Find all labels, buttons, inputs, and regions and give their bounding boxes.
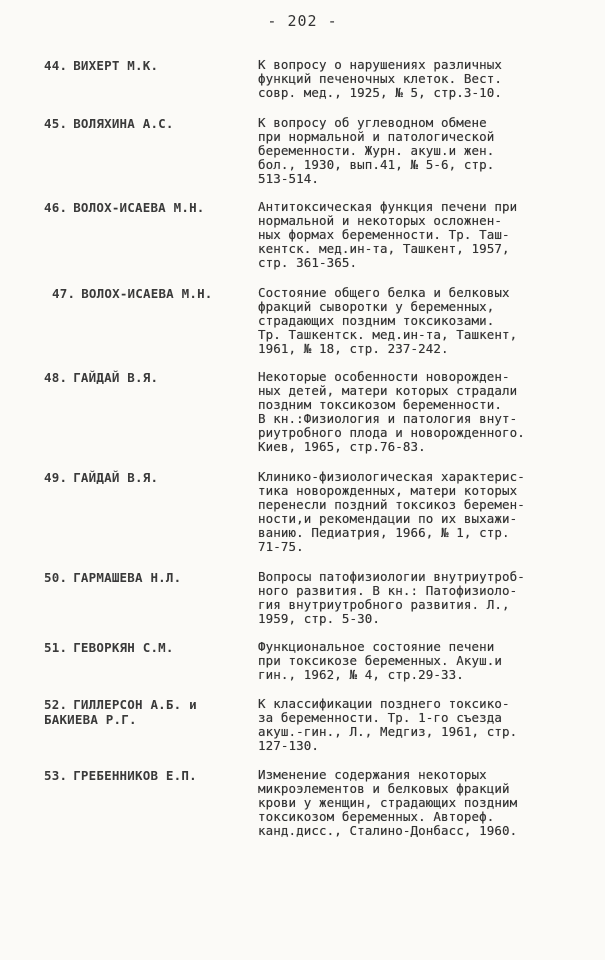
entry-author-block [44,200,244,215]
entry-citation: Вопросы патофизиологии внутриутроб- ного развития. В кн.: Патофизиоло- гия внутриутробного развития. Л., 1959, стр. 5-30. [258,569,525,626]
entry-author-block [52,286,252,301]
entry-author-block [44,58,244,73]
entry-author-block [44,116,244,131]
entry-author: ГАРМАШЕВА Н.Л. [73,570,182,585]
entry-number: 49. [44,470,68,485]
entry-citation: Антитоксическая функция печени при нормальной и некоторых осложнен- ных формах беременности. Тр. Таш- кентск. мед.ин-та, Ташкент, 1957, стр. 361-365. [258,199,518,270]
entry-number: 50. [44,570,68,585]
entry-author: ГАЙДАЙ В.Я. [73,470,159,485]
entry-citation: Состояние общего белка и белковых фракций сыворотки у беременных, страдающих поздним токсикозами. Тр. Ташкентск. мед.ин-та, Ташкент, 1961, № 18, стр. 237-242. [258,285,518,356]
entry-author: ГИЛЛЕРСОН А.Б. и БАКИЕВА Р.Г. [44,697,197,727]
entry-author-block [44,370,244,385]
entry-number: 51. [44,640,68,655]
entry-author-block [44,640,244,655]
entry-author: ВОЛЯХИНА А.С. [73,116,174,131]
entry-author: ГЕВОРКЯН С.М. [73,640,174,655]
entry-author-block [44,470,244,485]
entry-citation: К вопросу об углеводном обмене при нормальной и патологической беременности. Журн. акуш.и жен. бол., 1930, вып.41, № 5-6, стр. 513-514. [258,115,495,186]
entry-citation: К классификации позднего токсико- за беременности. Тр. 1-го съезда акуш.-гин., Л., Медгиз, 1961, стр. 127-130. [258,696,518,753]
entry-author: ГРЕБЕННИКОВ Е.П. [73,768,197,783]
entry-citation: Изменение содержания некоторых микроэлементов и белковых фракций крови у женщин, страдающих поздним токсикозом беременных. Автореф. канд.дисс., Сталино-Донбасс, 1960. [258,767,518,838]
entry-citation: Некоторые особенности новорожден- ных детей, матери которых страдали поздним токсикозом беременности. В кн.:Физиология и патология внут- риутробного плода и новорожденного. Киев, 1965, стр.76-83. [258,369,525,454]
entry-number: 45. [44,116,68,131]
entry-citation: Клинико-физиологическая характерис- тика новорожденных, матери которых перенесли поздний токсикоз беремен- ности,и рекомендации по их выхажи- ванию. Педиатрия, 1966, № 1, стр. 71-75. [258,469,525,554]
page-number: - 202 - [267,12,338,30]
entry-author: ВОЛОХ-ИСАЕВА М.Н. [73,200,205,215]
entry-number: 48. [44,370,68,385]
entry-citation: Функциональное состояние печени при токсикозе беременных. Акуш.и гин., 1962, № 4, стр.29-33. [258,639,503,682]
entry-author: ВОЛОХ-ИСАЕВА М.Н. [81,286,213,301]
entry-number: 44. [44,58,68,73]
entry-number: 52. [44,697,68,712]
entry-author-block [44,570,244,585]
entry-author-block [44,697,244,727]
entry-author: ГАЙДАЙ В.Я. [73,370,159,385]
entry-number: 47. [52,286,76,301]
entry-author: ВИХЕРТ М.К. [73,58,159,73]
entry-number: 46. [44,200,68,215]
entry-author-block [44,768,244,783]
entry-number: 53. [44,768,68,783]
entry-citation: К вопросу о нарушениях различных функций печеночных клеток. Вест. совр. мед., 1925, № 5, стр.3-10. [258,57,503,100]
